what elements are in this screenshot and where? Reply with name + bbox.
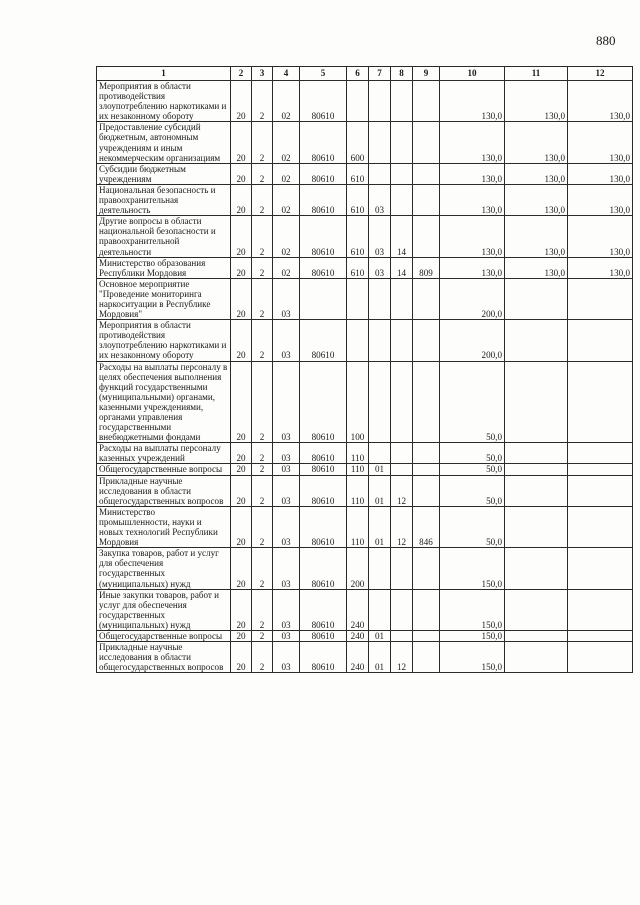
cell-col-3: 2 xyxy=(252,216,273,257)
cell-col-7 xyxy=(369,443,391,464)
cell-col-5: 80610 xyxy=(300,630,347,641)
cell-col-6: 610 xyxy=(347,163,369,184)
cell-col-8 xyxy=(391,443,413,464)
cell-col-8 xyxy=(391,464,413,475)
page-number: 880 xyxy=(596,33,616,48)
table-row xyxy=(97,506,633,547)
row-label: Министерство промышленности, науки и новых технологий Республики Мордовия xyxy=(97,506,231,547)
cell-col-10: 50,0 xyxy=(440,475,505,506)
cell-col-2: 20 xyxy=(231,642,252,673)
cell-col-6: 110 xyxy=(347,464,369,475)
cell-col-3: 2 xyxy=(252,464,273,475)
table-row xyxy=(97,361,633,443)
cell-col-3: 2 xyxy=(252,320,273,361)
row-label: Прикладные научные исследования в области общегосударственных вопросов xyxy=(97,642,231,673)
table-row xyxy=(97,122,633,163)
row-label: Национальная безопасность и правоохранительная деятельность xyxy=(97,184,231,215)
row-label: Закупка товаров, работ и услуг для обеспечения государственных (муниципальных) нужд xyxy=(97,548,231,589)
cell-col-4: 03 xyxy=(273,589,300,630)
cell-col-6: 200 xyxy=(347,548,369,589)
cell-col-4: 02 xyxy=(273,81,300,122)
table-row xyxy=(97,278,633,319)
cell-col-2: 20 xyxy=(231,630,252,641)
cell-col-8 xyxy=(391,320,413,361)
row-label: Общегосударственные вопросы xyxy=(97,630,231,641)
column-header: 11 xyxy=(505,67,568,81)
cell-col-7: 03 xyxy=(369,184,391,215)
cell-col-4: 03 xyxy=(273,506,300,547)
cell-col-5: 80610 xyxy=(300,589,347,630)
row-label: Предоставление субсидий бюджетным, автономным учреждениям и иным некоммерческим организациям xyxy=(97,122,231,163)
cell-col-6: 240 xyxy=(347,642,369,673)
cell-col-3: 2 xyxy=(252,81,273,122)
cell-col-6: 610 xyxy=(347,184,369,215)
cell-col-7: 01 xyxy=(369,506,391,547)
cell-col-10: 200,0 xyxy=(440,320,505,361)
cell-col-12: 130,0 xyxy=(568,216,633,257)
cell-col-4: 03 xyxy=(273,443,300,464)
table-row xyxy=(97,642,633,673)
cell-col-9 xyxy=(413,320,440,361)
cell-col-12: 130,0 xyxy=(568,184,633,215)
cell-col-2: 20 xyxy=(231,216,252,257)
cell-col-4: 03 xyxy=(273,548,300,589)
cell-col-2: 20 xyxy=(231,257,252,278)
cell-col-11 xyxy=(505,361,568,443)
cell-col-8: 14 xyxy=(391,216,413,257)
cell-col-11: 130,0 xyxy=(505,216,568,257)
cell-col-7 xyxy=(369,320,391,361)
cell-col-8 xyxy=(391,122,413,163)
cell-col-11 xyxy=(505,642,568,673)
column-header: 4 xyxy=(273,67,300,81)
cell-col-12 xyxy=(568,589,633,630)
cell-col-10: 150,0 xyxy=(440,589,505,630)
table-row xyxy=(97,257,633,278)
cell-col-12 xyxy=(568,361,633,443)
table-row xyxy=(97,464,633,475)
table-row xyxy=(97,216,633,257)
cell-col-7: 01 xyxy=(369,630,391,641)
cell-col-6: 240 xyxy=(347,589,369,630)
cell-col-7 xyxy=(369,361,391,443)
cell-col-9 xyxy=(413,122,440,163)
cell-col-10: 130,0 xyxy=(440,257,505,278)
cell-col-8 xyxy=(391,630,413,641)
column-header: 8 xyxy=(391,67,413,81)
cell-col-5: 80610 xyxy=(300,257,347,278)
table-body xyxy=(97,81,633,673)
cell-col-11 xyxy=(505,548,568,589)
cell-col-5: 80610 xyxy=(300,464,347,475)
cell-col-9 xyxy=(413,548,440,589)
cell-col-10: 150,0 xyxy=(440,630,505,641)
cell-col-2: 20 xyxy=(231,163,252,184)
row-label: Расходы на выплаты персоналу в целях обеспечения выполнения функций государственными (муниципальными) органами, казенными учреждениями, органами управления государственными внебюджетными фондами xyxy=(97,361,231,443)
cell-col-7 xyxy=(369,589,391,630)
cell-col-6: 110 xyxy=(347,443,369,464)
column-header: 5 xyxy=(300,67,347,81)
cell-col-9 xyxy=(413,642,440,673)
cell-col-4: 02 xyxy=(273,184,300,215)
cell-col-4: 03 xyxy=(273,630,300,641)
cell-col-10: 130,0 xyxy=(440,184,505,215)
cell-col-8 xyxy=(391,278,413,319)
cell-col-9 xyxy=(413,464,440,475)
cell-col-4: 02 xyxy=(273,257,300,278)
cell-col-4: 03 xyxy=(273,278,300,319)
row-label: Основное мероприятие "Проведение мониторинга наркоситуации в Республике Мордовия" xyxy=(97,278,231,319)
table-row xyxy=(97,443,633,464)
cell-col-6: 600 xyxy=(347,122,369,163)
cell-col-7 xyxy=(369,122,391,163)
cell-col-7 xyxy=(369,81,391,122)
cell-col-6 xyxy=(347,81,369,122)
cell-col-2: 20 xyxy=(231,475,252,506)
column-header: 7 xyxy=(369,67,391,81)
cell-col-3: 2 xyxy=(252,630,273,641)
cell-col-5: 80610 xyxy=(300,642,347,673)
cell-col-12 xyxy=(568,320,633,361)
cell-col-12 xyxy=(568,630,633,641)
table-row xyxy=(97,630,633,641)
cell-col-2: 20 xyxy=(231,320,252,361)
cell-col-9 xyxy=(413,278,440,319)
cell-col-11: 130,0 xyxy=(505,257,568,278)
cell-col-7: 01 xyxy=(369,475,391,506)
cell-col-6: 240 xyxy=(347,630,369,641)
cell-col-12 xyxy=(568,506,633,547)
table-row xyxy=(97,184,633,215)
cell-col-2: 20 xyxy=(231,506,252,547)
row-label: Расходы на выплаты персоналу казенных учреждений xyxy=(97,443,231,464)
cell-col-11 xyxy=(505,278,568,319)
cell-col-11 xyxy=(505,443,568,464)
cell-col-4: 02 xyxy=(273,216,300,257)
cell-col-2: 20 xyxy=(231,464,252,475)
cell-col-8 xyxy=(391,81,413,122)
cell-col-5: 80610 xyxy=(300,216,347,257)
cell-col-7: 01 xyxy=(369,642,391,673)
cell-col-3: 2 xyxy=(252,122,273,163)
cell-col-7: 03 xyxy=(369,216,391,257)
cell-col-12: 130,0 xyxy=(568,257,633,278)
cell-col-6 xyxy=(347,278,369,319)
cell-col-9: 846 xyxy=(413,506,440,547)
row-label: Министерство образования Республики Мордовия xyxy=(97,257,231,278)
cell-col-6: 100 xyxy=(347,361,369,443)
cell-col-10: 200,0 xyxy=(440,278,505,319)
cell-col-11 xyxy=(505,506,568,547)
table-row xyxy=(97,475,633,506)
cell-col-12 xyxy=(568,464,633,475)
table-row xyxy=(97,81,633,122)
cell-col-8 xyxy=(391,361,413,443)
cell-col-9 xyxy=(413,184,440,215)
cell-col-9 xyxy=(413,475,440,506)
cell-col-2: 20 xyxy=(231,443,252,464)
cell-col-11 xyxy=(505,464,568,475)
cell-col-11 xyxy=(505,630,568,641)
cell-col-8: 12 xyxy=(391,475,413,506)
cell-col-8 xyxy=(391,589,413,630)
cell-col-11 xyxy=(505,320,568,361)
cell-col-7: 01 xyxy=(369,464,391,475)
cell-col-2: 20 xyxy=(231,589,252,630)
table-row xyxy=(97,548,633,589)
row-label: Общегосударственные вопросы xyxy=(97,464,231,475)
cell-col-5: 80610 xyxy=(300,361,347,443)
cell-col-10: 130,0 xyxy=(440,122,505,163)
table-row xyxy=(97,163,633,184)
cell-col-8: 14 xyxy=(391,257,413,278)
cell-col-6: 610 xyxy=(347,216,369,257)
cell-col-2: 20 xyxy=(231,184,252,215)
cell-col-11 xyxy=(505,589,568,630)
cell-col-5: 80610 xyxy=(300,475,347,506)
cell-col-12 xyxy=(568,443,633,464)
cell-col-3: 2 xyxy=(252,184,273,215)
cell-col-9: 809 xyxy=(413,257,440,278)
cell-col-6: 110 xyxy=(347,475,369,506)
column-header: 10 xyxy=(440,67,505,81)
cell-col-3: 2 xyxy=(252,278,273,319)
cell-col-7 xyxy=(369,278,391,319)
budget-table xyxy=(96,66,633,673)
row-label: Другие вопросы в области национальной безопасности и правоохранительной деятельности xyxy=(97,216,231,257)
cell-col-8: 12 xyxy=(391,506,413,547)
cell-col-8: 12 xyxy=(391,642,413,673)
cell-col-2: 20 xyxy=(231,81,252,122)
cell-col-6: 110 xyxy=(347,506,369,547)
cell-col-5 xyxy=(300,278,347,319)
cell-col-9 xyxy=(413,163,440,184)
cell-col-7 xyxy=(369,163,391,184)
column-header: 6 xyxy=(347,67,369,81)
cell-col-4: 03 xyxy=(273,475,300,506)
cell-col-3: 2 xyxy=(252,475,273,506)
cell-col-3: 2 xyxy=(252,642,273,673)
cell-col-12 xyxy=(568,548,633,589)
row-label: Прикладные научные исследования в области общегосударственных вопросов xyxy=(97,475,231,506)
cell-col-10: 130,0 xyxy=(440,81,505,122)
cell-col-5: 80610 xyxy=(300,122,347,163)
cell-col-9 xyxy=(413,443,440,464)
cell-col-8 xyxy=(391,184,413,215)
cell-col-5: 80610 xyxy=(300,548,347,589)
cell-col-8 xyxy=(391,548,413,589)
cell-col-9 xyxy=(413,361,440,443)
header-row xyxy=(97,67,633,81)
cell-col-3: 2 xyxy=(252,443,273,464)
cell-col-5: 80610 xyxy=(300,320,347,361)
cell-col-8 xyxy=(391,163,413,184)
cell-col-10: 50,0 xyxy=(440,506,505,547)
cell-col-10: 50,0 xyxy=(440,464,505,475)
cell-col-2: 20 xyxy=(231,548,252,589)
cell-col-11: 130,0 xyxy=(505,122,568,163)
cell-col-3: 2 xyxy=(252,163,273,184)
cell-col-3: 2 xyxy=(252,589,273,630)
cell-col-9 xyxy=(413,216,440,257)
cell-col-6: 610 xyxy=(347,257,369,278)
cell-col-5: 80610 xyxy=(300,506,347,547)
column-header: 12 xyxy=(568,67,633,81)
cell-col-4: 03 xyxy=(273,361,300,443)
cell-col-3: 2 xyxy=(252,257,273,278)
cell-col-7: 03 xyxy=(369,257,391,278)
cell-col-11: 130,0 xyxy=(505,81,568,122)
cell-col-2: 20 xyxy=(231,361,252,443)
cell-col-10: 130,0 xyxy=(440,216,505,257)
cell-col-12 xyxy=(568,642,633,673)
cell-col-4: 03 xyxy=(273,464,300,475)
cell-col-2: 20 xyxy=(231,122,252,163)
cell-col-12: 130,0 xyxy=(568,163,633,184)
cell-col-6 xyxy=(347,320,369,361)
cell-col-3: 2 xyxy=(252,361,273,443)
cell-col-3: 2 xyxy=(252,548,273,589)
cell-col-11 xyxy=(505,475,568,506)
column-header: 1 xyxy=(97,67,231,81)
cell-col-10: 130,0 xyxy=(440,163,505,184)
cell-col-3: 2 xyxy=(252,506,273,547)
cell-col-11: 130,0 xyxy=(505,163,568,184)
cell-col-5: 80610 xyxy=(300,443,347,464)
cell-col-9 xyxy=(413,589,440,630)
row-label: Мероприятия в области противодействия злоупотреблению наркотиками и их незаконному обороту xyxy=(97,81,231,122)
cell-col-4: 02 xyxy=(273,122,300,163)
table-row xyxy=(97,589,633,630)
column-header: 3 xyxy=(252,67,273,81)
cell-col-12: 130,0 xyxy=(568,81,633,122)
cell-col-5: 80610 xyxy=(300,163,347,184)
cell-col-11: 130,0 xyxy=(505,184,568,215)
column-header: 2 xyxy=(231,67,252,81)
row-label: Мероприятия в области противодействия злоупотреблению наркотиками и их незаконному обороту xyxy=(97,320,231,361)
cell-col-10: 150,0 xyxy=(440,548,505,589)
cell-col-2: 20 xyxy=(231,278,252,319)
row-label: Субсидии бюджетным учреждениям xyxy=(97,163,231,184)
cell-col-12 xyxy=(568,475,633,506)
column-header: 9 xyxy=(413,67,440,81)
cell-col-7 xyxy=(369,548,391,589)
cell-col-4: 03 xyxy=(273,642,300,673)
table-row xyxy=(97,320,633,361)
cell-col-9 xyxy=(413,630,440,641)
cell-col-10: 150,0 xyxy=(440,642,505,673)
cell-col-5: 80610 xyxy=(300,81,347,122)
cell-col-10: 50,0 xyxy=(440,443,505,464)
cell-col-12 xyxy=(568,278,633,319)
cell-col-12: 130,0 xyxy=(568,122,633,163)
cell-col-4: 02 xyxy=(273,163,300,184)
cell-col-10: 50,0 xyxy=(440,361,505,443)
cell-col-4: 03 xyxy=(273,320,300,361)
cell-col-9 xyxy=(413,81,440,122)
cell-col-5: 80610 xyxy=(300,184,347,215)
row-label: Иные закупки товаров, работ и услуг для обеспечения государственных (муниципальных) нужд xyxy=(97,589,231,630)
